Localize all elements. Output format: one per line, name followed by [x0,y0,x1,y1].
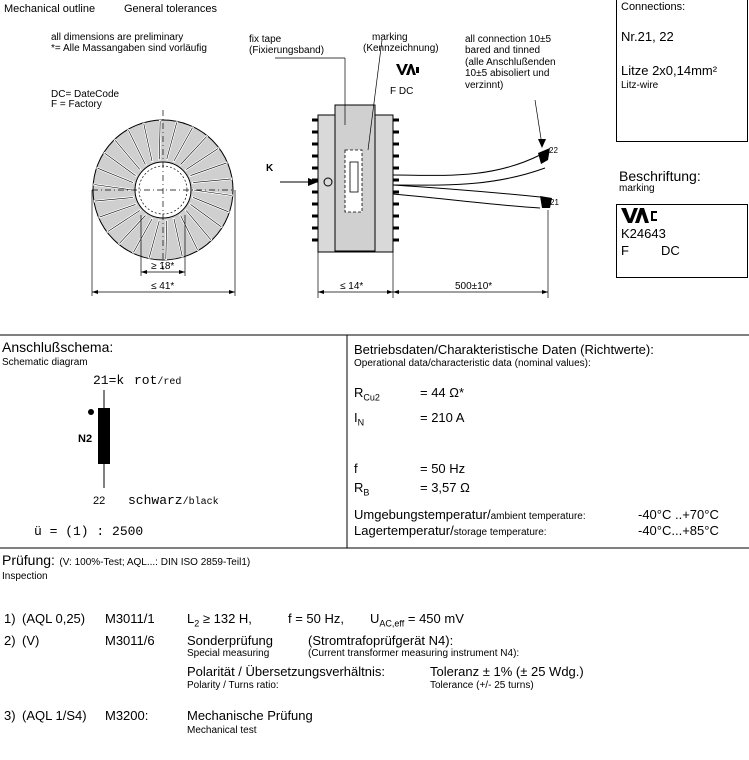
fix-tape-label-de: (Fixierungsband) [249,45,325,56]
dim-height: ≤ 14* [340,281,364,292]
schematic-title: Anschlußschema: [2,339,114,355]
storage-temp-value: -40°C...+85°C [638,523,719,538]
labeling-f: F [621,243,629,258]
insp-r2-tolerance: Toleranz ± 1% (± 25 Wdg.) [430,664,584,679]
dim-inner-diameter: ≥ 18* [151,261,175,272]
schematic-bottom-pin: 22 [93,495,106,507]
insp-r3-test-en: Mechanical test [187,725,257,736]
preliminary-note-de: *= Alle Massangaben sind vorläufig [51,43,207,54]
insp-r2-aql: (V) [22,633,40,648]
connection-note-1: all connection 10±5 [465,34,552,45]
insp-r1-voltage: $U_{AC,eff} = 450$ mV [370,611,464,629]
insp-r2-code: M3011/6 [105,633,155,648]
insp-r2-num: 2) [4,633,16,648]
marking-label: marking [372,32,408,43]
inspection-subtitle: Inspection [2,571,48,582]
labeling-subtitle: marking [619,183,655,194]
labeling-dc: DC [661,243,680,258]
connection-note-3: (alle Anschlußenden [465,57,556,68]
insp-r2-test-en: Special measuring [187,648,270,659]
op-in-symbol: $I_N$ [354,410,365,428]
marking-label-de: (Kennzeichnung) [363,43,439,54]
connections-wire-en: Litz-wire [621,80,659,91]
mechanical-outline-heading: Mechanical outline [4,3,96,15]
k-arrow-label: K [266,163,274,174]
insp-r3-aql: (AQL 1/S4) [22,708,87,723]
fix-tape-label: fix tape [249,34,282,45]
vac-logo-small [396,64,419,75]
op-rcu2-symbol: $R_{Cu2}$ [354,385,380,403]
labeling-code: K24643 [621,226,666,241]
connections-box [616,0,748,142]
marking-f-dc: F DC [390,86,414,97]
insp-r2-tolerance-en: Tolerance (+/- 25 turns) [430,680,534,691]
schematic-bottom-color: schwarz/black [128,493,219,508]
storage-temp-label: Lagertemperatur/storage temperature: [354,523,547,538]
factory-note: F = Factory [51,99,102,110]
insp-r2-test: Sonderprüfung [187,633,274,648]
op-f-symbol: f [354,461,358,476]
dim-lead-length: 500±10* [455,281,493,292]
op-in-value: = 210 A [420,410,465,425]
pin-22-label: 22 [549,146,558,155]
connections-pins: Nr.21, 22 [621,29,674,44]
operational-subtitle: Operational data/characteristic data (nominal values): [354,358,591,369]
schematic-winding-label: N2 [78,433,93,445]
ambient-temp-label: Umgebungstemperatur/ambient temperature: [354,507,586,522]
connection-note-5: verzinnt) [465,80,504,91]
labeling-box [616,204,748,278]
labeling-title: Beschriftung: [619,168,701,184]
schematic-top-color: rot/red [134,373,182,388]
insp-r2-polarity: Polarität / Übersetzungsverhältnis: [187,664,385,679]
operational-title: Betriebsdaten/Charakteristische Daten (Richtwerte): [354,342,654,357]
op-rb-symbol: $R_B$ [354,480,370,498]
insp-r1-inductance: $L_2 \ge 132$ H, [187,611,252,629]
pin-21-label: 21 [550,198,559,207]
insp-r1-frequency: f = 50 Hz, [288,611,344,626]
general-tolerances-heading: General tolerances [124,3,217,15]
dim-outer-diameter: ≤ 41* [151,281,175,292]
connections-title: Connections: [621,1,686,13]
schematic-top-pin: 21=k [93,373,125,388]
insp-r2-polarity-en: Polarity / Turns ratio: [187,680,279,691]
inspection-title-line: Prüfung: (V: 100%-Test; AQL...: DIN ISO 2859-Teil1) [2,552,251,568]
op-f-value: = 50 Hz [420,461,466,476]
connection-note-4: 10±5 abisoliert und [465,68,550,79]
insp-r1-code: M3011/1 [105,611,155,626]
op-rb-value: = 3,57 Ω [420,480,470,495]
insp-r2-instrument-en: (Current transformer measuring instrument N4): [308,648,520,659]
schematic-ratio: ü = (1) : 2500 [34,524,144,539]
preliminary-note-en: all dimensions are preliminary [51,32,184,43]
insp-r2-instrument: (Stromtrafoprüfgerät N4): [308,633,454,648]
connection-note-2: bared and tinned [465,45,541,56]
ambient-temp-value: -40°C ..+70°C [638,507,719,522]
connections-wire: Litze 2x0,14mm² [621,63,718,78]
insp-r3-test: Mechanische Prüfung [187,708,313,723]
schematic-subtitle: Schematic diagram [2,357,88,368]
insp-r3-code: M3200: [105,708,149,723]
insp-r3-num: 3) [4,708,16,723]
insp-r1-num: 1) [4,611,16,626]
datecode-note: DC= DateCode [51,89,120,100]
insp-r1-aql: (AQL 0,25) [22,611,86,626]
toroid-side-view [280,105,552,252]
op-rcu2-value: = 44 Ω* [420,385,465,400]
